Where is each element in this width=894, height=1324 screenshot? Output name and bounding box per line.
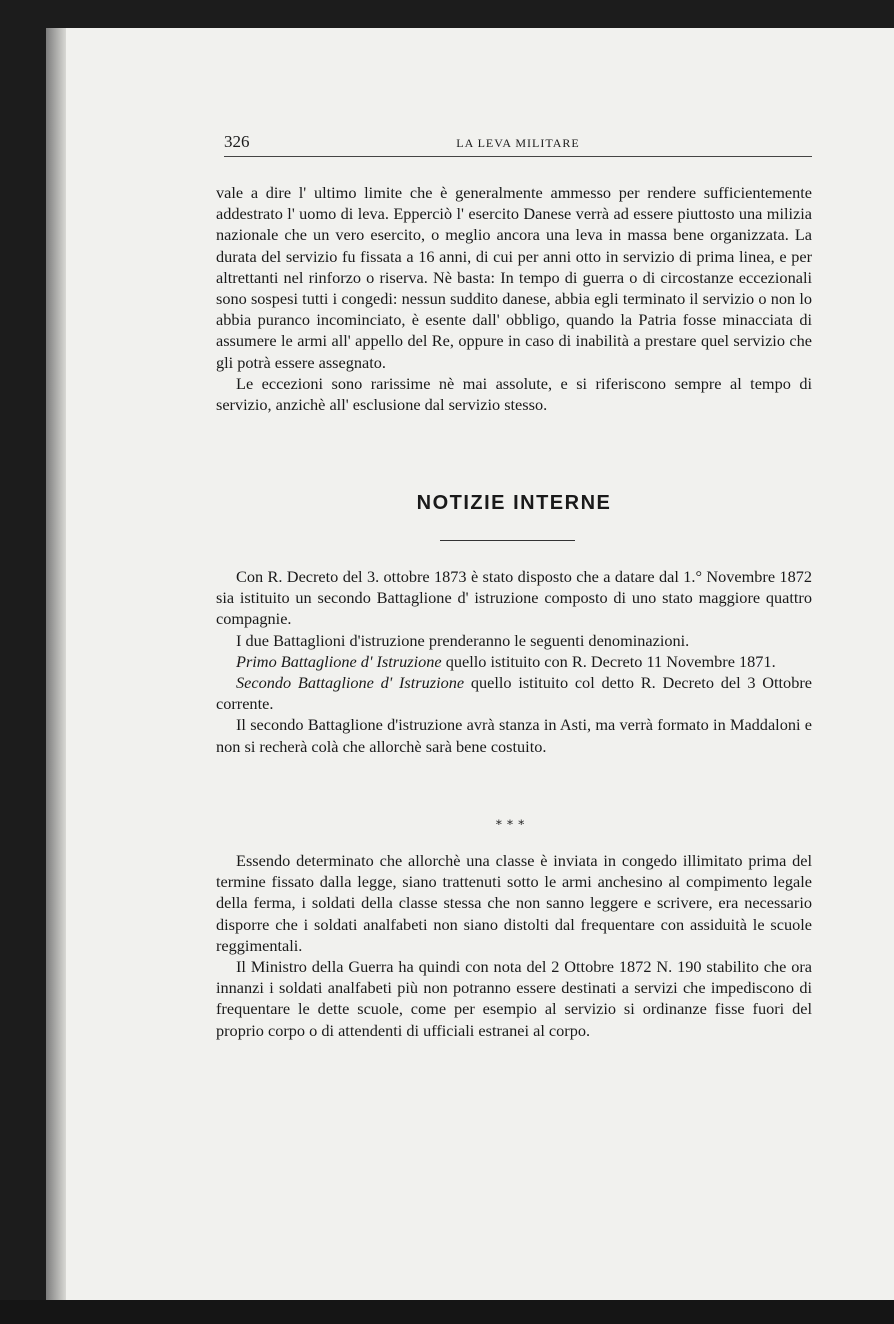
paragraph: Con R. Decreto del 3. ottobre 1873 è stato disposto che a datare dal 1.° Novembre 1872 sia istituito un secondo Battaglione d' istruzione composto di uno stato maggiore quattro compagnie.: [216, 567, 812, 629]
paragraph: Il secondo Battaglione d'istruzione avrà stanza in Asti, ma verrà formato in Maddaloni e non si recherà colà che allorchè sarà bene costuito.: [216, 715, 812, 756]
paragraph: vale a dire l' ultimo limite che è generalmente ammesso per rendere sufficientemente addestrato l' uomo di leva. Epperciò l' esercito Danese verrà ad essere piuttosto una milizia nazionale che un vero esercito, o meglio ancora una leva in massa bene organizzata. La durata del servizio fu fissata a 16 anni, di cui per anni otto in servizio di prima linea, e per altrettanti nel rinforzo o riserva. Nè basta: In tempo di guerra o di circostanze eccezionali sono sospesi tutti i congedi: nessun suddito danese, abbia egli terminato il servizio o non lo abbia puranco incominciato, è esente dall' obbligo, quando la Patria fosse minacciata di assumere le armi all' appello del Re, oppure in caso di inabilità a prestare quel servizio che gli potrà essere assegnato.: [216, 183, 812, 372]
paragraph-text: quello istituito con R. Decreto 11 Novembre 1871.: [441, 651, 776, 671]
section-heading: NOTIZIE INTERNE: [416, 492, 612, 514]
paragraph: [216, 672, 812, 714]
paragraph: [216, 651, 812, 672]
scan-bottom-edge: [0, 1300, 894, 1324]
paragraph: Essendo determinato che allorchè una classe è inviata in congedo illimitato prima del termine fissato dalla legge, siano trattenuti sotto le armi anchesino al compimento legale della ferma, i soldati della classe stessa che non sanno leggere e scrivere, era necessario disporre che i soldati analfabeti non siano distolti dal frequentare con assiduità le scuole reggimentali.: [216, 851, 812, 955]
paragraph: Le eccezioni sono rarissime nè mai assolute, e si riferiscono sempre al tempo di servizio, anzichè all' esclusione dal servizio stesso.: [216, 373, 812, 415]
heading-rule: [440, 540, 575, 541]
italic-name: Primo Battaglione d' Istruzione: [236, 651, 442, 671]
running-title: LA LEVA MILITARE: [456, 136, 580, 150]
page-number: 326: [224, 132, 250, 151]
paragraph: Il Ministro della Guerra ha quindi con nota del 2 Ottobre 1872 N. 190 stabilito che ora innanzi i soldati analfabeti più non potranno essere destinati a servizi che impediscono di frequentare le dette scuole, come per esempio al servizio si ordinanze fisse fuori del proprio corpo o di attendenti di ufficiali estranei al corpo.: [216, 957, 812, 1040]
italic-name: Secondo Battaglione d' Istruzione: [236, 673, 465, 693]
continued-article-text: [216, 182, 812, 415]
notizie-interne-text: [216, 566, 812, 757]
asterism-divider: ∗ ∗ ∗: [494, 815, 526, 829]
page-spine-shadow: [46, 28, 66, 1300]
second-notice-text: [216, 850, 812, 1041]
page-header: [224, 132, 812, 157]
paragraph-text: quello istituito col detto R. Decreto del 3 Ottobre corrente.: [216, 673, 812, 714]
paragraph: I due Battaglioni d'istruzione prenderanno le seguenti denominazioni.: [236, 630, 690, 650]
